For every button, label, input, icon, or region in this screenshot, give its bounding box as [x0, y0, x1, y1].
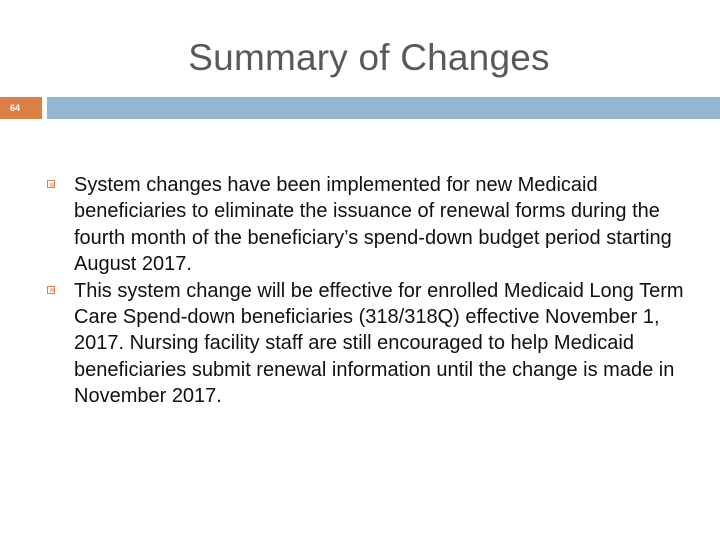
square-bullet-icon	[47, 286, 55, 294]
slide-number-badge	[0, 97, 42, 119]
slide-title: Summary of Changes	[188, 37, 550, 78]
bullet-item	[47, 172, 687, 278]
bullet-text: This system change will be effective for enrolled Medicaid Long Term Care Spend-down beneficiaries (318/318Q) effective November 1, 2017. Nursing facility staff are still encouraged to help Medicaid beneficiaries submit renewal information until the change is made in November 2017.	[74, 279, 684, 408]
bullet-item	[47, 278, 687, 410]
bullet-list	[47, 172, 687, 410]
square-bullet-icon	[47, 180, 55, 188]
header-accent-bar	[47, 97, 720, 119]
bullet-text: System changes have been implemented for new Medicaid beneficiaries to eliminate the issuance of renewal forms during the fourth month of the beneficiary’s spend-down budget period starting August 2017.	[74, 174, 672, 276]
slide-number: 64	[9, 103, 20, 113]
